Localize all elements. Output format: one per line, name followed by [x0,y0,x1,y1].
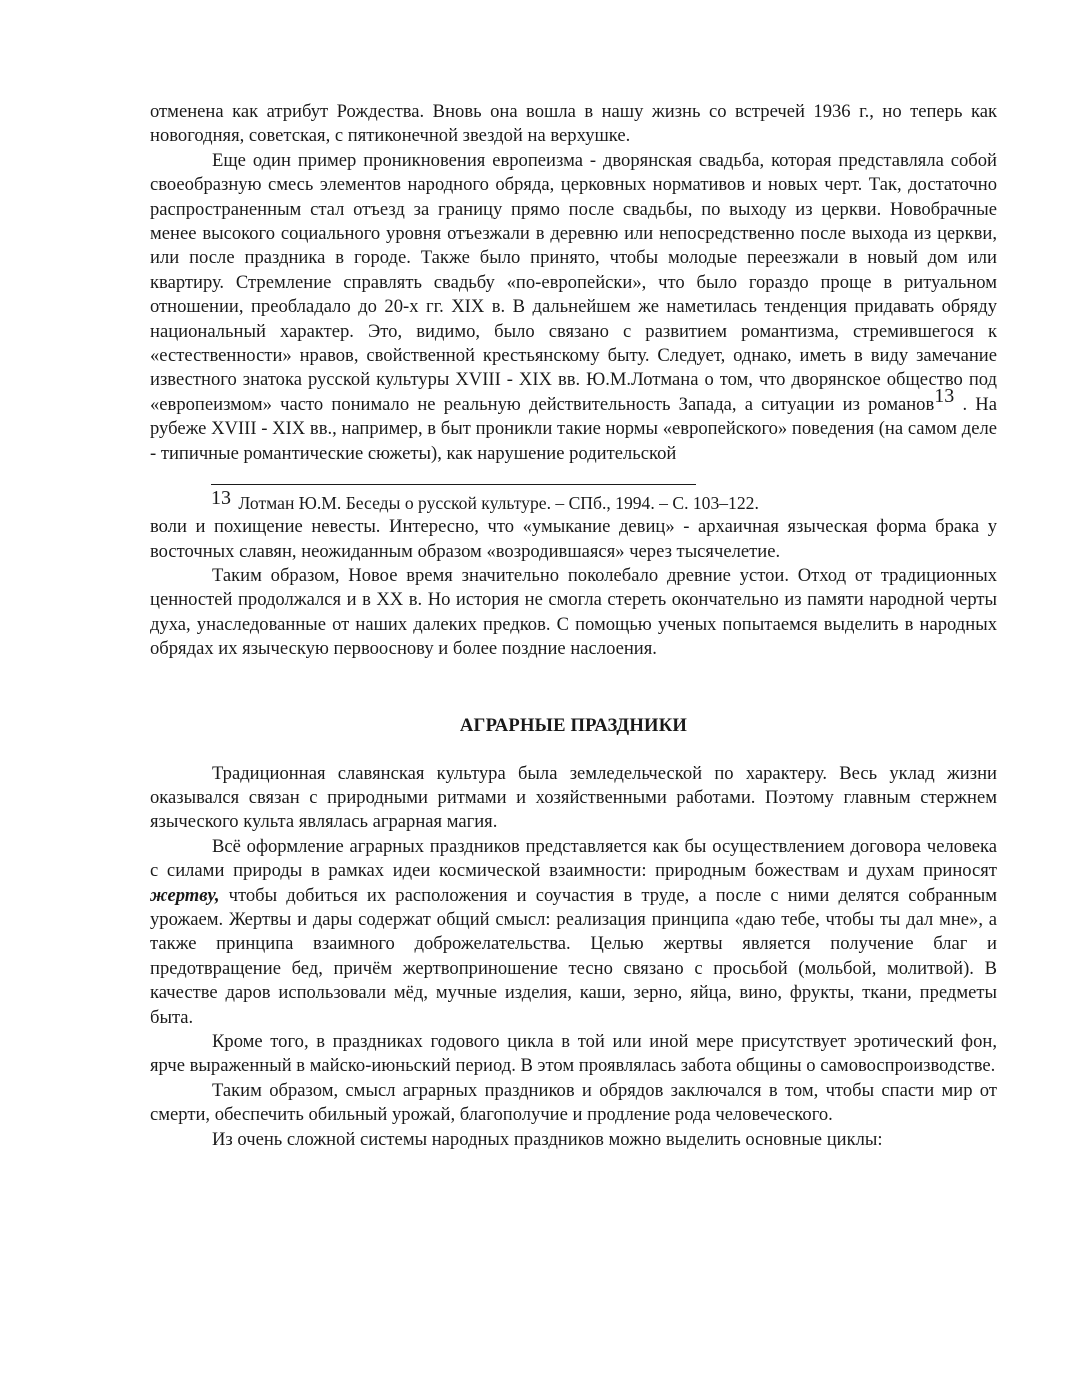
footnote-separator [211,484,696,485]
section-title: АГРАРНЫЕ ПРАЗДНИКИ [459,714,688,736]
paragraph-agrarian-culture: Традиционная славянская культура была земледельческой по характеру. Весь уклад жизни оказывался связан с природными ритмами и хозяйственными работами. Поэтому главным стержнем языческого культа являлась аграрная магия. [150,762,997,833]
paragraph-noble-wedding-continued: . На рубеже XVIII - XIX вв., например, в быт проникли такие нормы «европейского» поведения (на самом деле - типичные романтические сюжеты), как нарушение родительской [150,393,997,464]
emphasized-word: жертву, [150,884,220,906]
footnote-reference[interactable]: 13 [934,384,955,407]
footnote [211,487,997,515]
paragraph-sacrifice-continued: чтобы добиться их расположения и соучастия в труде, а после с ними делятся собранным урожаем. Жертвы и дары содержат общий смысл: реализация принципа «даю тебе, чтобы ты дал мне», а также принципа взаимного доброжелательства. Целью жертвы является получение благ и предотвращение бед, причём жертвоприношение тесно связано с просьбой (мольбой, молитвой). В качестве даров использовали мёд, мучные изделия, каши, зерно, яйца, вино, фрукты, ткани, предметы быта. [150,884,997,1028]
paragraph-meaning-of-rites: Таким образом, смысл аграрных праздников и обрядов заключался в том, чтобы спасти мир от смерти, обеспечить обильный урожай, благополучие и продление рода человеческого. [150,1079,997,1126]
paragraph-noble-wedding-text: Еще один пример проникновения европеизма - дворянская свадьба, которая представляла собой своеобразную смесь элементов народного обряда, церковных нормативов и новых черт. Так, достаточно распространенным стал отъезд за границу прямо после свадьбы, по выходу из церкви. Новобрачные менее высокого социального уровня отъезжали в деревню или непосредственно после выхода из церкви, или после праздника в городе. Также было принято, чтобы молодые переезжали в новый дом или квартиру. Стремление справлять свадьбу «по-европейски», что было гораздо проще в ритуальном отношении, преобладало до 20-х гг. XIX в. В дальнейшем же наметилась тенденция придавать обряду национальный характер. Это, видимо, было связано с развитием романтизма, стремившегося к «естественности» нравов, свойственной крестьянскому быту. Следует, однако, иметь в виду замечание известного знатока русской культуры XVIII - XIX вв. Ю.М.Лотмана о том, что дворянское общество под «европеизмом» часто понимало не реальную действительность Запада, а ситуации из романов [150,149,997,415]
footnote-text: Лотман Ю.М. Беседы о русской культуре. – СПб., 1994. – С. 103–122. [234,493,759,514]
document-page [150,100,997,1152]
paragraph-erotic-background: Кроме того, в праздниках годового цикла в той или иной мере присутствует эротический фон, ярче выраженный в майско-июньский период. В этом проявлялась забота общины о самовоспроизводстве. [150,1031,997,1077]
paragraph-bride-abduction: воли и похищение невесты. Интересно, что «умыкание девиц» - архаичная языческая форма брака у восточных славян, неожиданным образом «возродившаяся» через тысячелетие. [150,516,997,562]
footnote-number: 13 [211,487,231,510]
paragraph-noble-wedding [150,149,997,466]
paragraph-main-cycles: Из очень сложной системы народных праздников можно выделить основные циклы: [212,1128,883,1150]
paragraph-sacrifice [150,835,997,1030]
paragraph-christmas-tree-end: отменена как атрибут Рождества. Вновь она вошла в нашу жизнь со встречей 1936 г., но теперь как новогодняя, советская, с пятиконечной звездой на верхушке. [150,101,997,147]
paragraph-new-time: Таким образом, Новое время значительно поколебало древние устои. Отход от традиционных ценностей продолжался и в XX в. Но история не смогла стереть окончательно из памяти народной черты духа, унаследованные от наших далеких предков. С помощью ученых попытаемся выделить в народных обрядах их языческую первооснову и более поздние наслоения. [150,564,997,660]
paragraph-sacrifice-text: Всё оформление аграрных праздников представляется как бы осуществлением договора человека с силами природы в рамках идеи космической взаимности: природным божествам и духам приносят [150,835,997,882]
